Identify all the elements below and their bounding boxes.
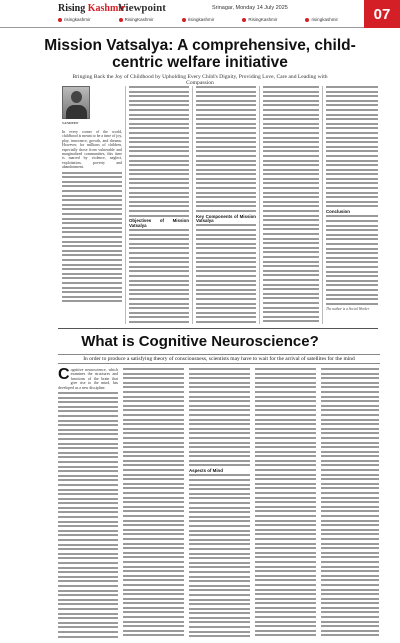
column-rule bbox=[259, 86, 260, 324]
web-icon bbox=[305, 18, 309, 22]
article2-body-lines bbox=[58, 392, 118, 638]
article1-subhead: Conclusion bbox=[326, 209, 350, 215]
article1-column-2 bbox=[129, 86, 189, 324]
dateline: Srinagar, Monday 14 July 2025 bbox=[212, 5, 288, 11]
brand-first: Rising bbox=[58, 3, 88, 14]
social-instagram: risingkashmir bbox=[182, 17, 215, 22]
author-photo bbox=[62, 86, 90, 119]
article1-signoff: The author is a Social Worker bbox=[326, 307, 370, 312]
section-name: Viewpoint bbox=[118, 2, 166, 14]
article1-subhead: Key Components of Mission Vatsalya bbox=[196, 213, 256, 224]
article-divider bbox=[58, 328, 378, 329]
column-rule bbox=[322, 86, 323, 324]
masthead-brand bbox=[58, 3, 126, 14]
article2-subhead: Aspects of Mind bbox=[189, 468, 223, 474]
youtube-icon bbox=[242, 18, 246, 22]
article1-body-lines bbox=[62, 172, 122, 303]
article1-column-4 bbox=[263, 86, 319, 324]
article2-column-4 bbox=[255, 368, 316, 638]
page-header bbox=[0, 0, 400, 28]
article2-column-5 bbox=[321, 368, 379, 638]
article2-deck: In order to produce a satisfying theory of consciousness, scientists may have to wait for the arrival of satellites for the mind bbox=[58, 354, 380, 364]
facebook-icon bbox=[58, 18, 62, 22]
social-web: risingkashmir bbox=[305, 17, 338, 22]
social-youtube: RisingKashmir bbox=[242, 17, 277, 22]
column-rule bbox=[192, 86, 193, 324]
social-facebook: risingkashmir bbox=[58, 17, 91, 22]
article1-column-3 bbox=[196, 86, 256, 324]
article1-deck: Bringing Back the Joy of Childhood by Upholding Every Child's Dignity, Providing Love, Care and Leading with Compassion bbox=[72, 74, 328, 86]
column-rule bbox=[125, 86, 126, 324]
instagram-icon bbox=[182, 18, 186, 22]
brand-second: Kashmir bbox=[87, 3, 126, 14]
article1-byline: SANDEEP bbox=[62, 121, 79, 125]
article1-headline: Mission Vatsalya: A comprehensive, child-centric welfare initiative bbox=[44, 37, 356, 71]
article2-headline: What is Cognitive Neuroscience? bbox=[81, 333, 319, 350]
page-number: 07 bbox=[364, 0, 400, 28]
article1-column-5 bbox=[326, 86, 378, 324]
article2-dropcap: C bbox=[58, 368, 70, 383]
social-handles bbox=[58, 17, 338, 22]
author-photo-head bbox=[71, 91, 82, 103]
social-twitter: RisingKashmir bbox=[119, 17, 154, 22]
article2-intro: ognitive neuroscience, which examines the structures and functions of the brain that give rise to the mind, has developed as a new discipline. bbox=[58, 368, 118, 390]
twitter-icon bbox=[119, 18, 123, 22]
article2-column-2 bbox=[123, 368, 184, 638]
article2-column-3 bbox=[189, 368, 250, 638]
article1-intro: In every corner of the world, childhood is meant to be a time of joy, play, innocence, growth, and dreams. However, for millions of children, especially those from vulnerable and marginalized communities, this time is marred by violence, neglect, exploitation, poverty and abandonment. bbox=[62, 130, 122, 170]
article1-column-1 bbox=[62, 130, 122, 324]
article2-column-1 bbox=[58, 368, 118, 638]
author-photo-body bbox=[66, 105, 87, 119]
article1-subhead: Objectives of Mission Vatsalya bbox=[129, 218, 189, 228]
